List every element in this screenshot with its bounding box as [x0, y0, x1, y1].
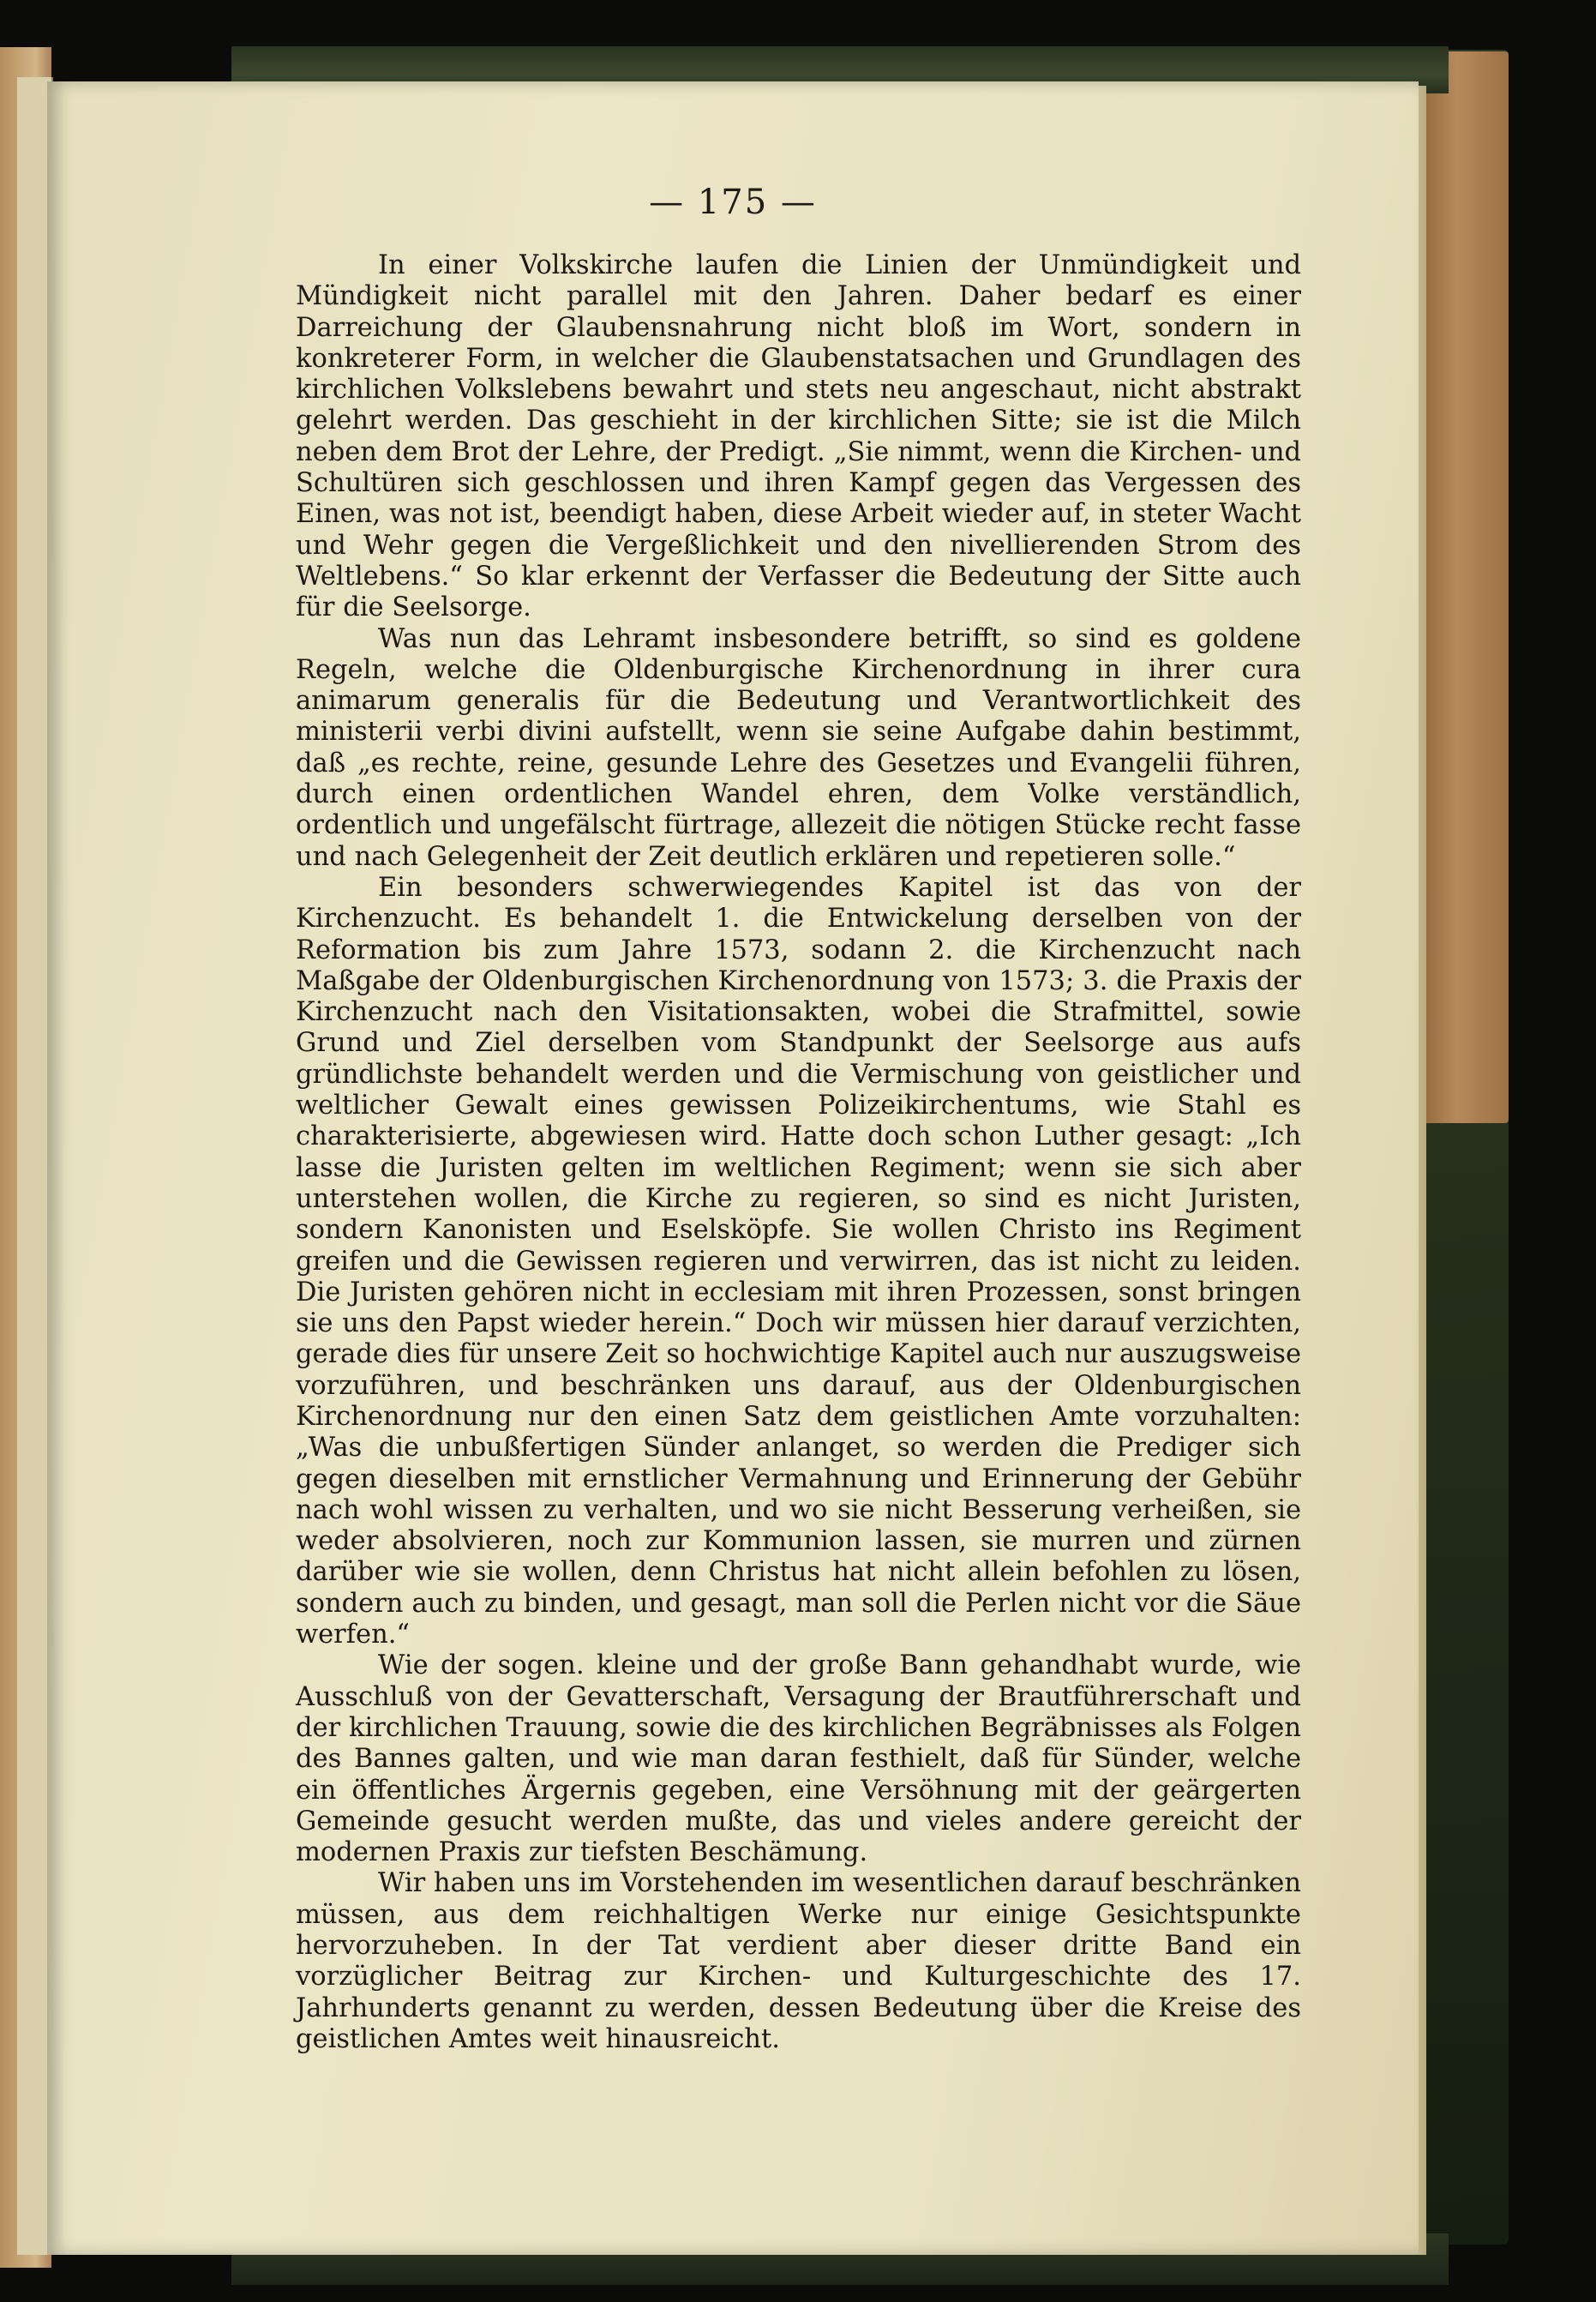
- book-page: [47, 81, 1419, 2255]
- paragraph: Wir haben uns im Vorstehenden im wesentlichen darauf beschränken müssen, aus dem reichhaltigen Werke nur einige Gesichtspunkte hervorzuheben. In der Tat verdient aber dieser dritte Band ein vorzüglicher Beitrag zur Kirchen- und Kulturgeschichte des 17. Jahrhunderts genannt zu werden, dessen Bedeutung über die Kreise des geistlichen Amtes weit hinausreicht.: [296, 1868, 1301, 2054]
- book-cover-leather-corner: [1414, 51, 1509, 1123]
- page-number: — 175 —: [649, 183, 817, 222]
- paragraph: In einer Volkskirche laufen die Linien der Unmündigkeit und Mündigkeit nicht parallel mit den Jahren. Daher bedarf es einer Darreichung der Glaubensnahrung nicht bloß im Wort, sondern in konkreterer Form, in welcher die Glaubenstatsachen und Grundlagen des kirchlichen Volkslebens bewahrt und stets neu angeschaut, nicht abstrakt gelehrt werden. Das geschieht in der kirchlichen Sitte; sie ist die Milch neben dem Brot der Lehre, der Predigt. „Sie nimmt, wenn die Kirchen- und Schultüren sich geschlossen und ihren Kampf gegen das Vergessen des Einen, was not ist, beendigt haben, diese Arbeit wieder auf, in steter Wacht und Wehr gegen die Vergeßlichkeit und den nivellierenden Strom des Weltlebens.“ So klar erkennt der Verfasser die Bedeutung der Sitte auch für die Seelsorge.: [296, 250, 1301, 623]
- paragraph: Was nun das Lehramt insbesondere betrifft, so sind es goldene Regeln, welche die Oldenburgische Kirchenordnung in ihrer cura animarum generalis für die Bedeutung und Verantwortlichkeit des ministerii verbi divini aufstellt, wenn sie seine Aufgabe dahin bestimmt, daß „es rechte, reine, gesunde Lehre des Gesetzes und Evangelii führen, durch einen ordentlichen Wandel ehren, dem Volke verständlich, ordentlich und ungefälscht fürtrage, allezeit die nötigen Stücke recht fasse und nach Gelegenheit der Zeit deutlich erklären und repetieren solle.“: [296, 623, 1301, 872]
- paragraph: Ein besonders schwerwiegendes Kapitel ist das von der Kirchenzucht. Es behandelt 1. die Entwickelung derselben von der Reformation bis zum Jahre 1573, sodann 2. die Kirchenzucht nach Maßgabe der Oldenburgischen Kirchenordnung von 1573; 3. die Praxis der Kirchenzucht nach den Visitationsakten, wobei die Strafmittel, sowie Grund und Ziel derselben vom Standpunkt der Seelsorge aus aufs gründlichste behandelt werden und die Vermischung von geistlicher und weltlicher Gewalt eines gewissen Polizeikirchentums, wie Stahl es charakterisierte, abgewiesen wird. Hatte doch schon Luther gesagt: „Ich lasse die Juristen gelten im weltlichen Regiment; wenn sie sich aber unterstehen wollen, die Kirche zu regieren, so sind es nicht Juristen, sondern Kanonisten und Eselsköpfe. Sie wollen Christo ins Regiment greifen und die Gewissen regieren und verwirren, das ist nicht zu leiden. Die Juristen gehören nicht in ecclesiam mit ihren Prozessen, sonst bringen sie uns den Papst wieder herein.“ Doch wir müssen hier darauf verzichten, gerade dies für unsere Zeit so hochwichtige Kapitel auch nur auszugsweise vorzuführen, und beschränken uns darauf, aus der Oldenburgischen Kirchenordnung nur den einen Satz dem geistlichen Amte vorzuhalten: „Was die unbußfertigen Sünder anlanget, so werden die Prediger sich gegen dieselben mit ernstlicher Vermahnung und Erinnerung der Gebühr nach wohl wissen zu verhalten, und wo sie nicht Besserung verheißen, sie weder absolvieren, noch zur Kommunion lassen, sie murren und zürnen darüber wie sie wollen, denn Christus hat nicht allein befohlen zu lösen, sondern auch zu binden, und gesagt, man soll die Perlen nicht vor die Säue werfen.“: [296, 872, 1301, 1650]
- body-text: [296, 250, 1301, 2055]
- paragraph: Wie der sogen. kleine und der große Bann gehandhabt wurde, wie Ausschluß von der Gevatterschaft, Versagung der Brautführerschaft und der kirchlichen Trauung, sowie die des kirchlichen Begräbnisses als Folgen des Bannes galten, und wie man daran festhielt, daß für Sünder, welche ein öffentliches Ärgernis gegeben, eine Versöhnung mit der geärgerten Gemeinde gesucht werden mußte, das und vieles andere gereicht der modernen Praxis zur tiefsten Beschämung.: [296, 1650, 1301, 1868]
